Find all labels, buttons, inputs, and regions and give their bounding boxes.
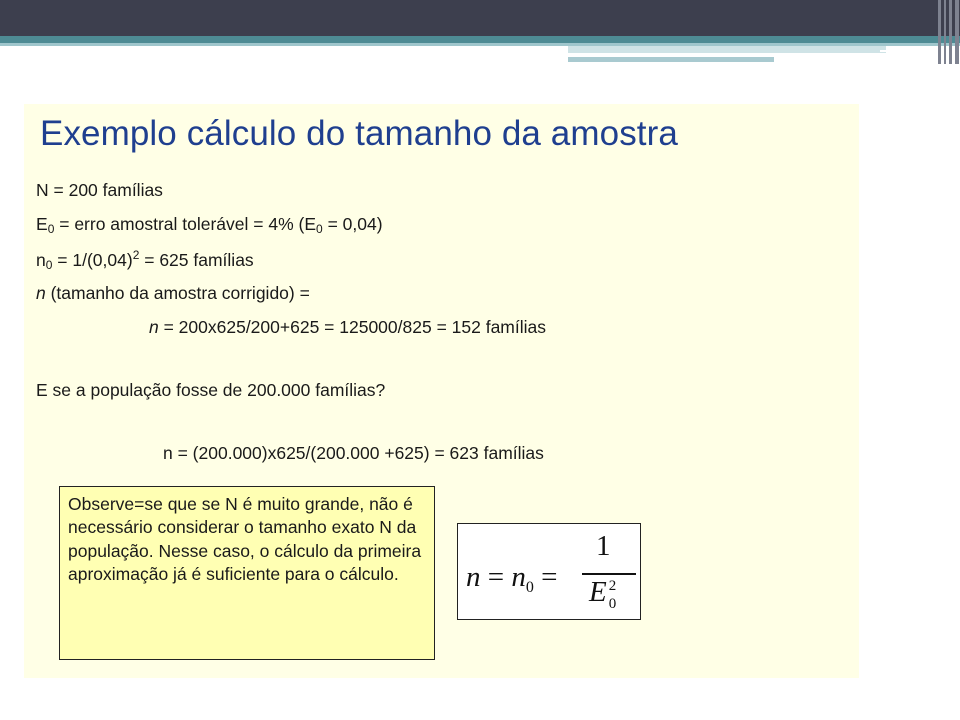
line-corrected-calc: n = 200x625/200+625 = 125000/825 = 152 famílias: [149, 317, 546, 337]
teal-accent-line: [0, 36, 960, 43]
decor-dash: [880, 50, 888, 52]
slide-panel: [24, 104, 859, 678]
sample-size-formula: $n = n_0$ = 1 E 2 0: [466, 532, 636, 614]
formula-box: [457, 523, 641, 620]
line-n0: $n_0 = 1/(0,04)^2 = 625$ famílias: [36, 248, 254, 272]
line-error: $E_0$ = erro amostral tolerável = 4% $(E_0 = 0,04)$: [36, 214, 383, 236]
line-population: N = 200 famílias: [36, 180, 163, 200]
line-large-population-calc: n = (200.000)x625/(200.000 +625) = 623 famílias: [163, 443, 544, 463]
note-box: Observe=se que se N é muito grande, não é necessário considerar o tamanho exato N da população. Nesse caso, o cálculo da primeira aproximação já é suficiente para o cálculo.: [59, 486, 435, 660]
formula-denominator: E 2 0: [589, 576, 617, 612]
line-corrected-label: n (tamanho da amostra corrigido) =: [36, 283, 310, 303]
decor-stripes: [936, 0, 960, 64]
formula-fraction-bar: [582, 573, 636, 575]
slide-title: Exemplo cálculo do tamanho da amostra: [40, 114, 678, 153]
top-banner: [0, 0, 960, 36]
decor-bar-upper: [568, 46, 886, 53]
line-question: E se a população fosse de 200.000 famílias?: [36, 380, 386, 400]
formula-numerator: 1: [596, 530, 611, 562]
decor-bar-lower: [568, 57, 774, 62]
